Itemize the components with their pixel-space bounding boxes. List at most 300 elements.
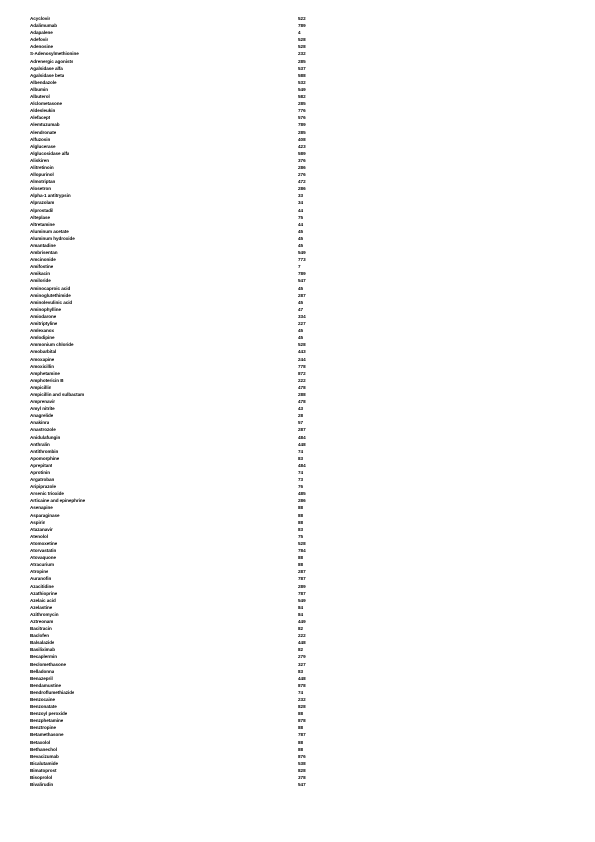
entry-name: Albuterol <box>30 94 50 100</box>
entry-name: Alendronate <box>30 129 57 135</box>
entry-page-number: 45 <box>298 335 304 341</box>
index-entry <box>30 341 320 348</box>
entry-name: Ambrisentan <box>30 250 58 256</box>
index-entry <box>30 398 320 405</box>
index-entry <box>30 639 320 646</box>
entry-page-number: 28 <box>298 413 304 419</box>
entry-name: Aminolevulinic acid <box>30 299 73 305</box>
entry-page-number: 88 <box>298 512 304 518</box>
entry-name: Amlodipine <box>30 335 55 341</box>
index-entry <box>30 760 320 767</box>
index-entry <box>30 214 320 221</box>
entry-name: Antithrombin <box>30 448 59 454</box>
index-entry <box>30 313 320 320</box>
entry-page-number: 7 <box>298 264 301 270</box>
index-entry <box>30 554 320 561</box>
index-entry <box>30 93 320 100</box>
entry-page-number: 285 <box>298 58 306 64</box>
index-entry <box>30 504 320 511</box>
index-entry <box>30 370 320 377</box>
entry-page-number: 287 <box>298 292 306 298</box>
entry-name: Aripiprazole <box>30 484 56 490</box>
index-entry <box>30 235 320 242</box>
index-entry <box>30 277 320 284</box>
entry-name: Atropine <box>30 569 49 575</box>
index-entry <box>30 164 320 171</box>
index-entry <box>30 703 320 710</box>
entry-name: Ampicillin <box>30 384 52 390</box>
index-entry <box>30 185 320 192</box>
entry-name: Azelaic acid <box>30 597 56 603</box>
index-entry <box>30 753 320 760</box>
entry-name: Amoxicillin <box>30 363 54 369</box>
entry-page-number: 549 <box>298 250 306 256</box>
index-entry <box>30 412 320 419</box>
index-entry <box>30 391 320 398</box>
entry-page-number: 33 <box>298 193 304 199</box>
entry-name: Albumin <box>30 86 49 92</box>
entry-name: Beclomethasone <box>30 661 67 667</box>
entry-page-number: 75 <box>298 214 304 220</box>
entry-page-number: 222 <box>298 633 306 639</box>
entry-page-number: 45 <box>298 328 304 334</box>
entry-page-number: 244 <box>298 356 306 362</box>
entry-page-number: 232 <box>298 51 306 57</box>
entry-page-number: 88 <box>298 562 304 568</box>
entry-page-number: 423 <box>298 143 306 149</box>
entry-name: Alosetron <box>30 186 51 192</box>
index-entry <box>30 448 320 455</box>
entry-page-number: 45 <box>298 243 304 248</box>
entry-name: Arsenic trioxide <box>30 491 64 497</box>
index-entry <box>30 22 320 29</box>
entry-name: Allopurinol <box>30 172 54 178</box>
index-entry <box>30 100 320 107</box>
entry-page-number: 443 <box>298 349 306 355</box>
index-entry <box>30 455 320 462</box>
entry-name: Amphotericin B <box>30 377 64 383</box>
entry-page-number: 73 <box>298 477 304 483</box>
entry-name: Azacitidine <box>30 583 54 589</box>
entry-page-number: 287 <box>298 569 306 575</box>
entry-page-number: 547 <box>298 278 306 284</box>
entry-name: Amlexanox <box>30 328 55 334</box>
index-entry <box>30 65 320 72</box>
index-entry <box>30 327 320 334</box>
entry-page-number: 408 <box>298 136 306 142</box>
entry-page-number: 84 <box>298 611 304 617</box>
index-entry <box>30 717 320 724</box>
entry-page-number: 88 <box>298 746 304 752</box>
index-entry <box>30 746 320 753</box>
index-entry <box>30 533 320 540</box>
entry-name: Adalimumab <box>30 23 58 29</box>
index-entry <box>30 682 320 689</box>
entry-name: Aminoglutethimide <box>30 292 71 298</box>
entry-page-number: 83 <box>298 455 304 461</box>
entry-name: Atomoxetine <box>30 540 58 546</box>
entry-page-number: 286 <box>298 164 306 170</box>
entry-page-number: 83 <box>298 526 304 532</box>
entry-name: Aminocaproic acid <box>30 285 71 291</box>
entry-page-number: 83 <box>298 668 304 674</box>
entry-name: Alteplase <box>30 214 50 220</box>
entry-name: Adenosine <box>30 44 54 50</box>
entry-page-number: 82 <box>298 647 304 653</box>
index-entry <box>30 270 320 277</box>
entry-name: Betamethasone <box>30 732 64 738</box>
entry-page-number: 528 <box>298 342 306 348</box>
entry-name: Aztreonam <box>30 618 54 624</box>
entry-page-number: 528 <box>298 540 306 546</box>
index-entry <box>30 419 320 426</box>
entry-page-number: 57 <box>298 420 304 426</box>
entry-page-number: 448 <box>298 441 306 447</box>
entry-name: Almotriptan <box>30 179 56 185</box>
entry-page-number: 327 <box>298 661 306 667</box>
index-entry <box>30 611 320 618</box>
entry-page-number: 74 <box>298 689 304 695</box>
index-entry <box>30 731 320 738</box>
entry-page-number: 45 <box>298 285 304 291</box>
entry-name: Ammonium chloride <box>30 342 74 348</box>
entry-page-number: 448 <box>298 675 306 681</box>
entry-page-number: 472 <box>298 179 306 185</box>
entry-name: Anagrelide <box>30 413 54 419</box>
entry-name: Aspirin <box>30 519 46 525</box>
entry-page-number: 532 <box>298 79 306 85</box>
index-entry <box>30 207 320 214</box>
entry-name: Apomorphine <box>30 455 60 461</box>
entry-name: Bethanechol <box>30 746 58 752</box>
entry-name: Amphetamine <box>30 370 60 376</box>
entry-name: Benzphetamine <box>30 718 64 724</box>
entry-name: Atenolol <box>30 533 48 539</box>
entry-name: Anthralin <box>30 441 50 447</box>
entry-page-number: 43 <box>298 406 304 412</box>
index-entry <box>30 263 320 270</box>
entry-name: Asenapine <box>30 505 53 511</box>
entry-page-number: 478 <box>298 399 306 405</box>
entry-name: Alclometasone <box>30 101 63 107</box>
entry-page-number: 227 <box>298 321 306 327</box>
entry-name: Altretamine <box>30 221 55 227</box>
index-entry <box>30 221 320 228</box>
index-entry <box>30 143 320 150</box>
index-entry <box>30 561 320 568</box>
index-entry <box>30 434 320 441</box>
entry-page-number: 522 <box>298 16 306 21</box>
entry-page-number: 75 <box>298 533 304 539</box>
entry-name: Adapalene <box>30 30 53 36</box>
index-list <box>30 15 320 788</box>
entry-name: Bimatoprost <box>30 767 57 773</box>
entry-name: Amikacin <box>30 271 51 277</box>
index-entry <box>30 668 320 675</box>
index-entry <box>30 767 320 774</box>
entry-name: Amobarbital <box>30 349 57 355</box>
index-entry <box>30 114 320 121</box>
entry-name: Azithromycin <box>30 611 59 617</box>
entry-name: Aprotinin <box>30 470 50 475</box>
entry-page-number: 789 <box>298 271 306 277</box>
entry-page-number: 776 <box>298 108 306 114</box>
entry-page-number: 44 <box>298 221 304 227</box>
entry-name: Albendazole <box>30 79 57 85</box>
entry-page-number: 787 <box>298 590 306 596</box>
entry-page-number: 88 <box>298 739 304 745</box>
index-entry <box>30 157 320 164</box>
index-entry <box>30 348 320 355</box>
entry-page-number: 88 <box>298 505 304 511</box>
entry-name: Amoxapine <box>30 356 55 362</box>
entry-name: Aminophylline <box>30 306 61 312</box>
entry-page-number: 784 <box>298 548 306 554</box>
index-entry <box>30 199 320 206</box>
index-entry <box>30 739 320 746</box>
entry-page-number: 778 <box>298 363 306 369</box>
entry-page-number: 789 <box>298 23 306 29</box>
entry-name: Alprazolam <box>30 200 55 206</box>
entry-name: Alitretinoin <box>30 164 54 170</box>
entry-name: Adefovir <box>30 37 49 43</box>
entry-name: Adrenergic agonists <box>30 58 74 64</box>
entry-name: Atracurium <box>30 562 55 568</box>
entry-page-number: 582 <box>298 94 306 100</box>
entry-name: Alpha-1 antitrypsin <box>30 193 71 199</box>
entry-name: Basiliximab <box>30 647 55 653</box>
index-entry <box>30 646 320 653</box>
entry-name: Agalsidase alfa <box>30 65 63 71</box>
entry-page-number: 279 <box>298 654 306 660</box>
index-entry <box>30 129 320 136</box>
entry-page-number: 74 <box>298 470 304 475</box>
entry-name: Articaine and epinephrine <box>30 498 86 504</box>
entry-name: Belladonna <box>30 668 55 674</box>
index-entry <box>30 121 320 128</box>
entry-name: Atazanavir <box>30 526 53 532</box>
entry-name: Azathioprine <box>30 590 58 596</box>
entry-name: Auranofin <box>30 576 52 582</box>
index-entry <box>30 661 320 668</box>
entry-page-number: 47 <box>298 306 304 312</box>
entry-name: Bivalirudin <box>30 782 54 788</box>
entry-page-number: 773 <box>298 257 306 263</box>
entry-page-number: 76 <box>298 484 304 490</box>
entry-page-number: 288 <box>298 391 306 397</box>
index-entry <box>30 526 320 533</box>
entry-page-number: 878 <box>298 718 306 724</box>
entry-page-number: 528 <box>298 44 306 50</box>
entry-page-number: 74 <box>298 448 304 454</box>
entry-name: Bicalutamide <box>30 760 58 766</box>
index-entry <box>30 490 320 497</box>
index-entry <box>30 72 320 79</box>
entry-page-number: 378 <box>298 775 306 781</box>
index-entry <box>30 192 320 199</box>
index-entry <box>30 107 320 114</box>
entry-page-number: 34 <box>298 200 304 206</box>
entry-page-number: 285 <box>298 129 306 135</box>
entry-name: Betaxolol <box>30 739 51 745</box>
index-entry <box>30 540 320 547</box>
index-entry <box>30 299 320 306</box>
index-entry <box>30 15 320 22</box>
index-entry <box>30 384 320 391</box>
index-entry <box>30 469 320 476</box>
index-entry <box>30 575 320 582</box>
entry-page-number: 538 <box>298 760 306 766</box>
index-entry <box>30 58 320 65</box>
index-entry <box>30 653 320 660</box>
entry-page-number: 289 <box>298 583 306 589</box>
entry-name: Anakinra <box>30 420 50 426</box>
index-entry <box>30 632 320 639</box>
index-entry <box>30 547 320 554</box>
index-entry <box>30 512 320 519</box>
entry-page-number: 82 <box>298 626 304 632</box>
entry-page-number: 549 <box>298 86 306 92</box>
index-entry <box>30 320 320 327</box>
index-entry <box>30 79 320 86</box>
entry-name: Alprostadil <box>30 207 54 213</box>
entry-page-number: 88 <box>298 711 304 717</box>
entry-page-number: 449 <box>298 618 306 624</box>
entry-name: Ampicillin and sulbactam <box>30 391 85 397</box>
entry-name: Baclofen <box>30 633 50 639</box>
entry-page-number: 448 <box>298 640 306 646</box>
entry-name: Becaplermin <box>30 654 58 660</box>
entry-page-number: 876 <box>298 753 306 759</box>
entry-name: Amcinonide <box>30 257 56 263</box>
entry-name: Aluminum hydroxide <box>30 235 75 241</box>
index-entry <box>30 689 320 696</box>
entry-page-number: 376 <box>298 157 306 163</box>
entry-page-number: 528 <box>298 37 306 43</box>
entry-page-number: 44 <box>298 207 304 213</box>
index-entry <box>30 36 320 43</box>
entry-page-number: 789 <box>298 122 306 128</box>
entry-name: Bendroflumethiazide <box>30 689 75 695</box>
index-entry <box>30 625 320 632</box>
index-entry <box>30 249 320 256</box>
entry-page-number: 589 <box>298 150 306 156</box>
index-entry <box>30 568 320 575</box>
entry-name: Agalsidase beta <box>30 72 65 78</box>
entry-name: Bisoprolol <box>30 775 53 781</box>
entry-page-number: 45 <box>298 235 304 241</box>
entry-page-number: 588 <box>298 72 306 78</box>
entry-name: Aprepitant <box>30 462 53 468</box>
entry-name: Amiloride <box>30 278 51 284</box>
entry-page-number: 576 <box>298 115 306 121</box>
entry-page-number: 878 <box>298 682 306 688</box>
entry-page-number: 872 <box>298 370 306 376</box>
entry-name: Benazepril <box>30 675 53 681</box>
entry-page-number: 4 <box>298 30 301 36</box>
index-entry <box>30 86 320 93</box>
entry-name: Balsalazide <box>30 640 55 646</box>
entry-page-number: 285 <box>298 101 306 107</box>
entry-page-number: 88 <box>298 725 304 731</box>
entry-page-number: 828 <box>298 767 306 773</box>
index-entry <box>30 292 320 299</box>
index-entry <box>30 50 320 57</box>
entry-page-number: 88 <box>298 555 304 561</box>
entry-page-number: 478 <box>298 384 306 390</box>
entry-name: Benzocaine <box>30 697 56 702</box>
index-entry <box>30 441 320 448</box>
index-entry <box>30 462 320 469</box>
entry-name: Alemtuzumab <box>30 122 60 128</box>
index-entry <box>30 334 320 341</box>
index-entry <box>30 377 320 384</box>
entry-name: Aldesleukin <box>30 108 56 114</box>
index-entry <box>30 228 320 235</box>
entry-name: Amiodarone <box>30 313 57 319</box>
index-entry <box>30 256 320 263</box>
index-entry <box>30 583 320 590</box>
entry-page-number: 484 <box>298 462 306 468</box>
entry-page-number: 537 <box>298 65 306 71</box>
entry-page-number: 286 <box>298 498 306 504</box>
entry-page-number: 287 <box>298 427 306 433</box>
index-entry <box>30 306 320 313</box>
entry-page-number: 787 <box>298 576 306 582</box>
entry-page-number: 45 <box>298 228 304 234</box>
index-entry <box>30 178 320 185</box>
entry-name: Alglucosidase alfa <box>30 150 70 156</box>
entry-name: Asparaginase <box>30 512 60 518</box>
entry-page-number: 276 <box>298 172 306 178</box>
entry-page-number: 286 <box>298 186 306 192</box>
entry-name: Atovaquone <box>30 555 57 561</box>
index-entry <box>30 781 320 788</box>
entry-page-number: 232 <box>298 697 306 702</box>
entry-page-number: 547 <box>298 782 306 788</box>
entry-page-number: 549 <box>298 597 306 603</box>
entry-page-number: 222 <box>298 377 306 383</box>
entry-name: Anastrozole <box>30 427 56 433</box>
entry-page-number: 84 <box>298 604 304 610</box>
entry-page-number: 45 <box>298 299 304 305</box>
index-entry <box>30 519 320 526</box>
entry-name: Amifostine <box>30 264 54 270</box>
index-entry <box>30 150 320 157</box>
entry-name: Alefacept <box>30 115 51 121</box>
entry-name: Amantadine <box>30 243 56 248</box>
entry-name: Bacitracin <box>30 626 52 632</box>
index-entry <box>30 285 320 292</box>
index-entry <box>30 43 320 50</box>
entry-name: Alglucerase <box>30 143 56 149</box>
index-entry <box>30 590 320 597</box>
index-entry <box>30 724 320 731</box>
index-entry <box>30 497 320 504</box>
entry-page-number: 334 <box>298 313 306 319</box>
entry-name: Benzonatate <box>30 704 57 710</box>
entry-page-number: 485 <box>298 491 306 497</box>
index-entry <box>30 405 320 412</box>
entry-name: S-Adenosylmethionine <box>30 51 79 57</box>
entry-name: Amprenavir <box>30 399 56 405</box>
entry-name: Aliskiren <box>30 157 49 163</box>
entry-name: Bendamustine <box>30 682 62 688</box>
entry-name: Aluminum acetate <box>30 228 69 234</box>
entry-name: Argatroban <box>30 477 55 483</box>
entry-name: Atorvastatin <box>30 548 57 554</box>
entry-page-number: 828 <box>298 704 306 710</box>
